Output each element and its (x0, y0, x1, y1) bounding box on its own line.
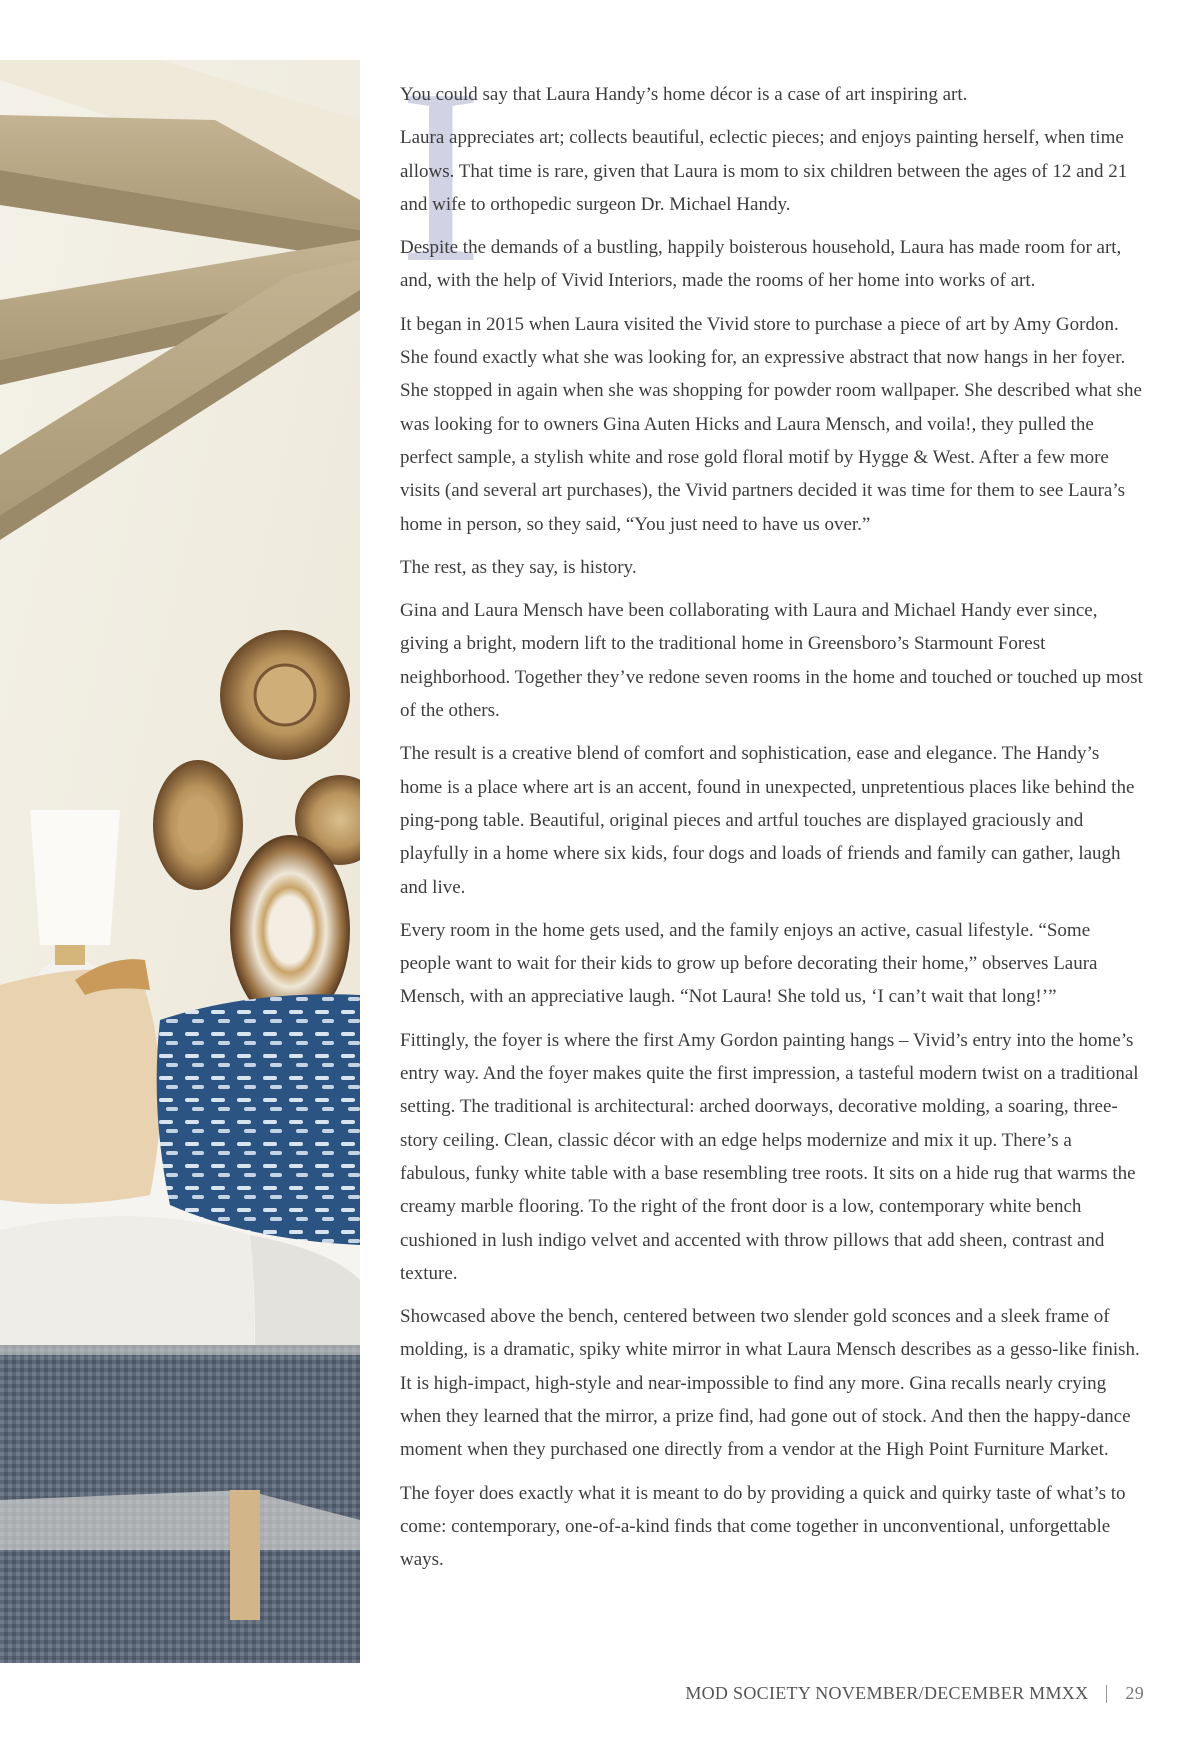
paragraph: Every room in the home gets used, and the family enjoys an active, casual lifestyle. “Some people want to wait for their kids to grow up before decorating their home,” observes Laura Mensch, with an appreciative laugh. “Not Laura! She told us, ‘I can’t wait that long!’” (400, 919, 1098, 1008)
paragraph: It began in 2015 when Laura visited the Vivid store to purchase a piece of art by Amy Gordon. She found exactly what she was looking for, an expressive abstract that now hangs in her foyer. She stopped in again when she was shopping for powder room wallpaper. She described what she was looking for to owners Gina Auten Hicks and Laura Mensch, and voila!, they pulled the perfect sample, a stylish white and rose gold floral motif by Hygge & West. After a few more visits (and several art purchases), the Vivid partners decided it was time for them to see Laura’s home in person, so they said, “You just need to have us over.” (400, 313, 1142, 535)
publication-name: MOD SOCIETY NOVEMBER/DECEMBER MMXX (685, 1683, 1089, 1703)
wall-basket-1 (220, 630, 350, 760)
drop-cap-letter: I (399, 38, 483, 315)
page-number: 29 (1125, 1683, 1144, 1703)
paragraph: Laura appreciates art; collects beautiful, eclectic pieces; and enjoys painting herself, when time allows. That time is rare, given that Laura is mom to six children between the ages of 12 and 21 and wife to orthopedic surgeon Dr. Michael Handy. (400, 127, 1128, 215)
paragraph: Fittingly, the foyer is where the first Amy Gordon painting hangs – Vivid’s entry into the home’s entry way. And the foyer makes quite the first impression, a tasteful modern twist on a traditional setting. The traditional is architectural: arched doorways, decorative molding, a soaring, three-story ceiling. Clean, classic décor with an edge helps modernize and mix it up. There’s a fabulous, funky white table with a base resembling tree roots. It sits on a hide rug that warms the creamy marble flooring. To the right of the front door is a low, contemporary white bench cushioned in lush indigo velvet and accented with throw pillows that add sheen, contrast and texture. (400, 1029, 1139, 1284)
page-footer (600, 1683, 1144, 1704)
paragraph: Showcased above the bench, centered between two slender gold sconces and a sleek frame of molding, is a dramatic, spiky white mirror in what Laura Mensch describes as a gesso-like finish. It is high-impact, high-style and near-impossible to find any more. Gina recalls nearly crying when they learned that the mirror, a prize find, had gone out of stock. And then the happy-dance moment when they purchased one directly from a vendor at the High Point Furniture Market. (400, 1306, 1140, 1461)
footer-divider (1106, 1685, 1107, 1703)
paragraph: The rest, as they say, is history. (400, 556, 637, 578)
paragraph: The result is a creative blend of comfort and sophistication, ease and elegance. The Handy’s home is a place where art is an accent, found in unexpected, unpretentious places like behind the ping-pong table. Beautiful, original pieces and artful touches are displayed graciously and playfully in a home where six kids, four dogs and loads of friends and family can gather, laugh and live. (400, 743, 1135, 898)
paragraph: You could say that Laura Handy’s home décor is a case of art inspiring art. (400, 84, 968, 105)
paragraph: Despite the demands of a bustling, happily boisterous household, Laura has made room for art, and, with the help of Vivid Interiors, made the rooms of her home into works of art. (400, 237, 1122, 292)
interior-photo (0, 60, 360, 1663)
paragraph: The foyer does exactly what it is meant to do by providing a quick and quirky taste of what’s to come: contemporary, one-of-a-kind finds that come together in unconventional, unforgettable ways. (400, 1482, 1126, 1571)
article-body (400, 78, 1145, 1586)
paragraph: Gina and Laura Mensch have been collaborating with Laura and Michael Handy ever since, giving a bright, modern lift to the traditional home in Greensboro’s Starmount Forest neighborhood. Together they’ve redone seven rooms in the home and touched or touched up most of the others. (400, 600, 1143, 722)
